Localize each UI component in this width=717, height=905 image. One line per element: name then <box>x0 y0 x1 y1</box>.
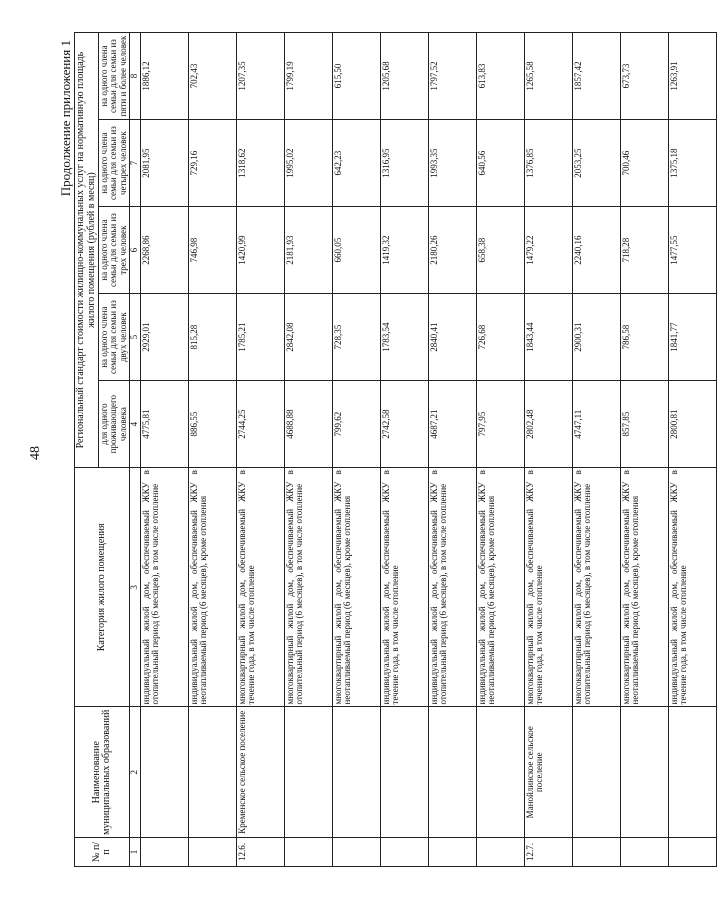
table-row <box>428 33 476 867</box>
row-value: 640,56 <box>476 120 524 207</box>
row-number <box>428 838 476 867</box>
row-value: 2744,25 <box>236 381 284 468</box>
row-value: 1799,19 <box>284 33 332 120</box>
row-value: 702,43 <box>188 33 236 120</box>
row-category: многоквартирный жилой дом, обеспечиваемый ЖКУ в неотапливаемый период (6 месяцев), кроме отопления <box>620 468 668 707</box>
row-municipality <box>476 707 524 838</box>
row-municipality: Манойлинское сельское поселение <box>524 707 572 838</box>
row-category: многоквартирный жилой дом, обеспечиваемый ЖКУ в отопительный период (6 месяцев), в том числе отопление <box>572 468 620 707</box>
row-number: 12.7. <box>524 838 572 867</box>
row-number <box>332 838 380 867</box>
row-number <box>476 838 524 867</box>
row-municipality <box>332 707 380 838</box>
table-row <box>620 33 668 867</box>
row-value: 4775,81 <box>140 381 188 468</box>
row-municipality <box>380 707 428 838</box>
row-municipality: Кременское сельское поселение <box>236 707 284 838</box>
row-value: 857,85 <box>620 381 668 468</box>
row-number <box>140 838 188 867</box>
row-value: 642,23 <box>332 120 380 207</box>
page-number: 48 <box>28 446 43 460</box>
row-value: 746,98 <box>188 207 236 294</box>
col-number: 1 <box>130 838 140 867</box>
row-category: индивидуальный жилой дом, обеспечиваемый ЖКУ в отопительный период (6 месяцев), в том числе отопление <box>140 468 188 707</box>
row-category: индивидуальный жилой дом, обеспечиваемый ЖКУ в течение года, в том числе отопление <box>380 468 428 707</box>
row-value: 1843,44 <box>524 294 572 381</box>
row-value: 1785,21 <box>236 294 284 381</box>
row-value: 2840,41 <box>428 294 476 381</box>
row-municipality <box>668 707 716 838</box>
row-category: индивидуальный жилой дом, обеспечиваемый ЖКУ в неотапливаемый период (6 месяцев), кроме отопления <box>476 468 524 707</box>
row-value: 1318,62 <box>236 120 284 207</box>
row-value: 1857,42 <box>572 33 620 120</box>
row-value: 613,83 <box>476 33 524 120</box>
row-value: 1783,54 <box>380 294 428 381</box>
row-value: 2268,86 <box>140 207 188 294</box>
row-value: 1265,58 <box>524 33 572 120</box>
col-number: 3 <box>130 468 140 707</box>
row-value: 1477,55 <box>668 207 716 294</box>
table-row <box>572 33 620 867</box>
row-category: индивидуальный жилой дом, обеспечиваемый ЖКУ в неотапливаемый период (6 месяцев), кроме отопления <box>188 468 236 707</box>
row-value: 2180,26 <box>428 207 476 294</box>
row-value: 1479,22 <box>524 207 572 294</box>
row-value: 729,16 <box>188 120 236 207</box>
row-number <box>284 838 332 867</box>
row-value: 886,55 <box>188 381 236 468</box>
row-value: 1995,02 <box>284 120 332 207</box>
row-value: 2742,58 <box>380 381 428 468</box>
row-number <box>668 838 716 867</box>
row-value: 1263,91 <box>668 33 716 120</box>
appendix-title: Продолжение приложения 1 <box>58 40 73 197</box>
row-value: 2081,95 <box>140 120 188 207</box>
row-value: 2929,01 <box>140 294 188 381</box>
row-value: 1207,35 <box>236 33 284 120</box>
row-value: 1205,68 <box>380 33 428 120</box>
row-value: 718,28 <box>620 207 668 294</box>
row-value: 1419,32 <box>380 207 428 294</box>
table-row <box>140 33 188 867</box>
table-row <box>476 33 524 867</box>
col-number: 6 <box>130 207 140 294</box>
header-sub-2: на одного члена семьи для семьи из двух человек <box>99 294 130 381</box>
table-row <box>524 33 572 867</box>
row-number <box>572 838 620 867</box>
row-category: многоквартирный жилой дом, обеспечиваемый ЖКУ в отопительный период (6 месяцев), в том числе отопление <box>284 468 332 707</box>
row-value: 660,05 <box>332 207 380 294</box>
header-sub-5: на одного члена семьи для семьи из пяти и более человек <box>99 33 130 120</box>
table-row <box>284 33 332 867</box>
row-value: 1841,77 <box>668 294 716 381</box>
table-row <box>380 33 428 867</box>
row-number <box>620 838 668 867</box>
row-value: 4747,11 <box>572 381 620 468</box>
row-value: 799,62 <box>332 381 380 468</box>
row-value: 1993,35 <box>428 120 476 207</box>
header-no: № п/п <box>75 838 130 867</box>
row-category: многоквартирный жилой дом, обеспечиваемый ЖКУ в течение года, в том числе отопление <box>524 468 572 707</box>
table-row <box>668 33 716 867</box>
header-standard-group: Региональный стандарт стоимости жилищно-коммунальных услуг на нормативную площадь жилого помещения (рублей в месяц) <box>75 33 99 468</box>
row-value: 1420,99 <box>236 207 284 294</box>
row-value: 658,38 <box>476 207 524 294</box>
row-value: 2900,31 <box>572 294 620 381</box>
row-municipality <box>284 707 332 838</box>
row-municipality <box>188 707 236 838</box>
row-value: 2053,25 <box>572 120 620 207</box>
col-number: 8 <box>130 33 140 120</box>
col-number: 5 <box>130 294 140 381</box>
row-municipality <box>140 707 188 838</box>
row-category: индивидуальный жилой дом, обеспечиваемый ЖКУ в течение года, в том числе отопление <box>668 468 716 707</box>
row-value: 1886,12 <box>140 33 188 120</box>
header-municipality: Наименование муниципальных образований <box>75 707 130 838</box>
header-category: Категория жилого помещения <box>75 468 130 707</box>
row-municipality <box>428 707 476 838</box>
row-value: 700,46 <box>620 120 668 207</box>
row-value: 4687,21 <box>428 381 476 468</box>
header-sub-1: для одного проживающего человека <box>99 381 130 468</box>
row-value: 815,28 <box>188 294 236 381</box>
row-value: 728,35 <box>332 294 380 381</box>
header-sub-3: на одного члена семьи для семьи из трех человек <box>99 207 130 294</box>
housing-standard-table <box>74 32 717 867</box>
row-value: 1316,95 <box>380 120 428 207</box>
col-number: 4 <box>130 381 140 468</box>
row-value: 1797,52 <box>428 33 476 120</box>
row-value: 615,50 <box>332 33 380 120</box>
row-value: 2800,81 <box>668 381 716 468</box>
row-value: 1376,85 <box>524 120 572 207</box>
row-value: 2802,48 <box>524 381 572 468</box>
row-value: 673,73 <box>620 33 668 120</box>
row-number: 12.6. <box>236 838 284 867</box>
row-number <box>380 838 428 867</box>
row-number <box>188 838 236 867</box>
row-municipality <box>620 707 668 838</box>
row-value: 2842,08 <box>284 294 332 381</box>
row-value: 786,58 <box>620 294 668 381</box>
row-value: 797,95 <box>476 381 524 468</box>
col-number: 2 <box>130 707 140 838</box>
row-category: многоквартирный жилой дом, обеспечиваемый ЖКУ в неотапливаемый период (6 месяцев), кроме отопления <box>332 468 380 707</box>
col-number: 7 <box>130 120 140 207</box>
row-category: многоквартирный жилой дом, обеспечиваемый ЖКУ в течение года, в том числе отопление <box>236 468 284 707</box>
row-value: 4688,88 <box>284 381 332 468</box>
header-sub-4: на одного члена семьи для семьи из четырех человек <box>99 120 130 207</box>
table-row <box>236 33 284 867</box>
row-value: 726,68 <box>476 294 524 381</box>
table-row <box>332 33 380 867</box>
row-municipality <box>572 707 620 838</box>
row-value: 2240,16 <box>572 207 620 294</box>
table-row <box>188 33 236 867</box>
row-category: индивидуальный жилой дом, обеспечиваемый ЖКУ в отопительный период (6 месяцев), в том числе отопление <box>428 468 476 707</box>
row-value: 1375,18 <box>668 120 716 207</box>
row-value: 2181,93 <box>284 207 332 294</box>
